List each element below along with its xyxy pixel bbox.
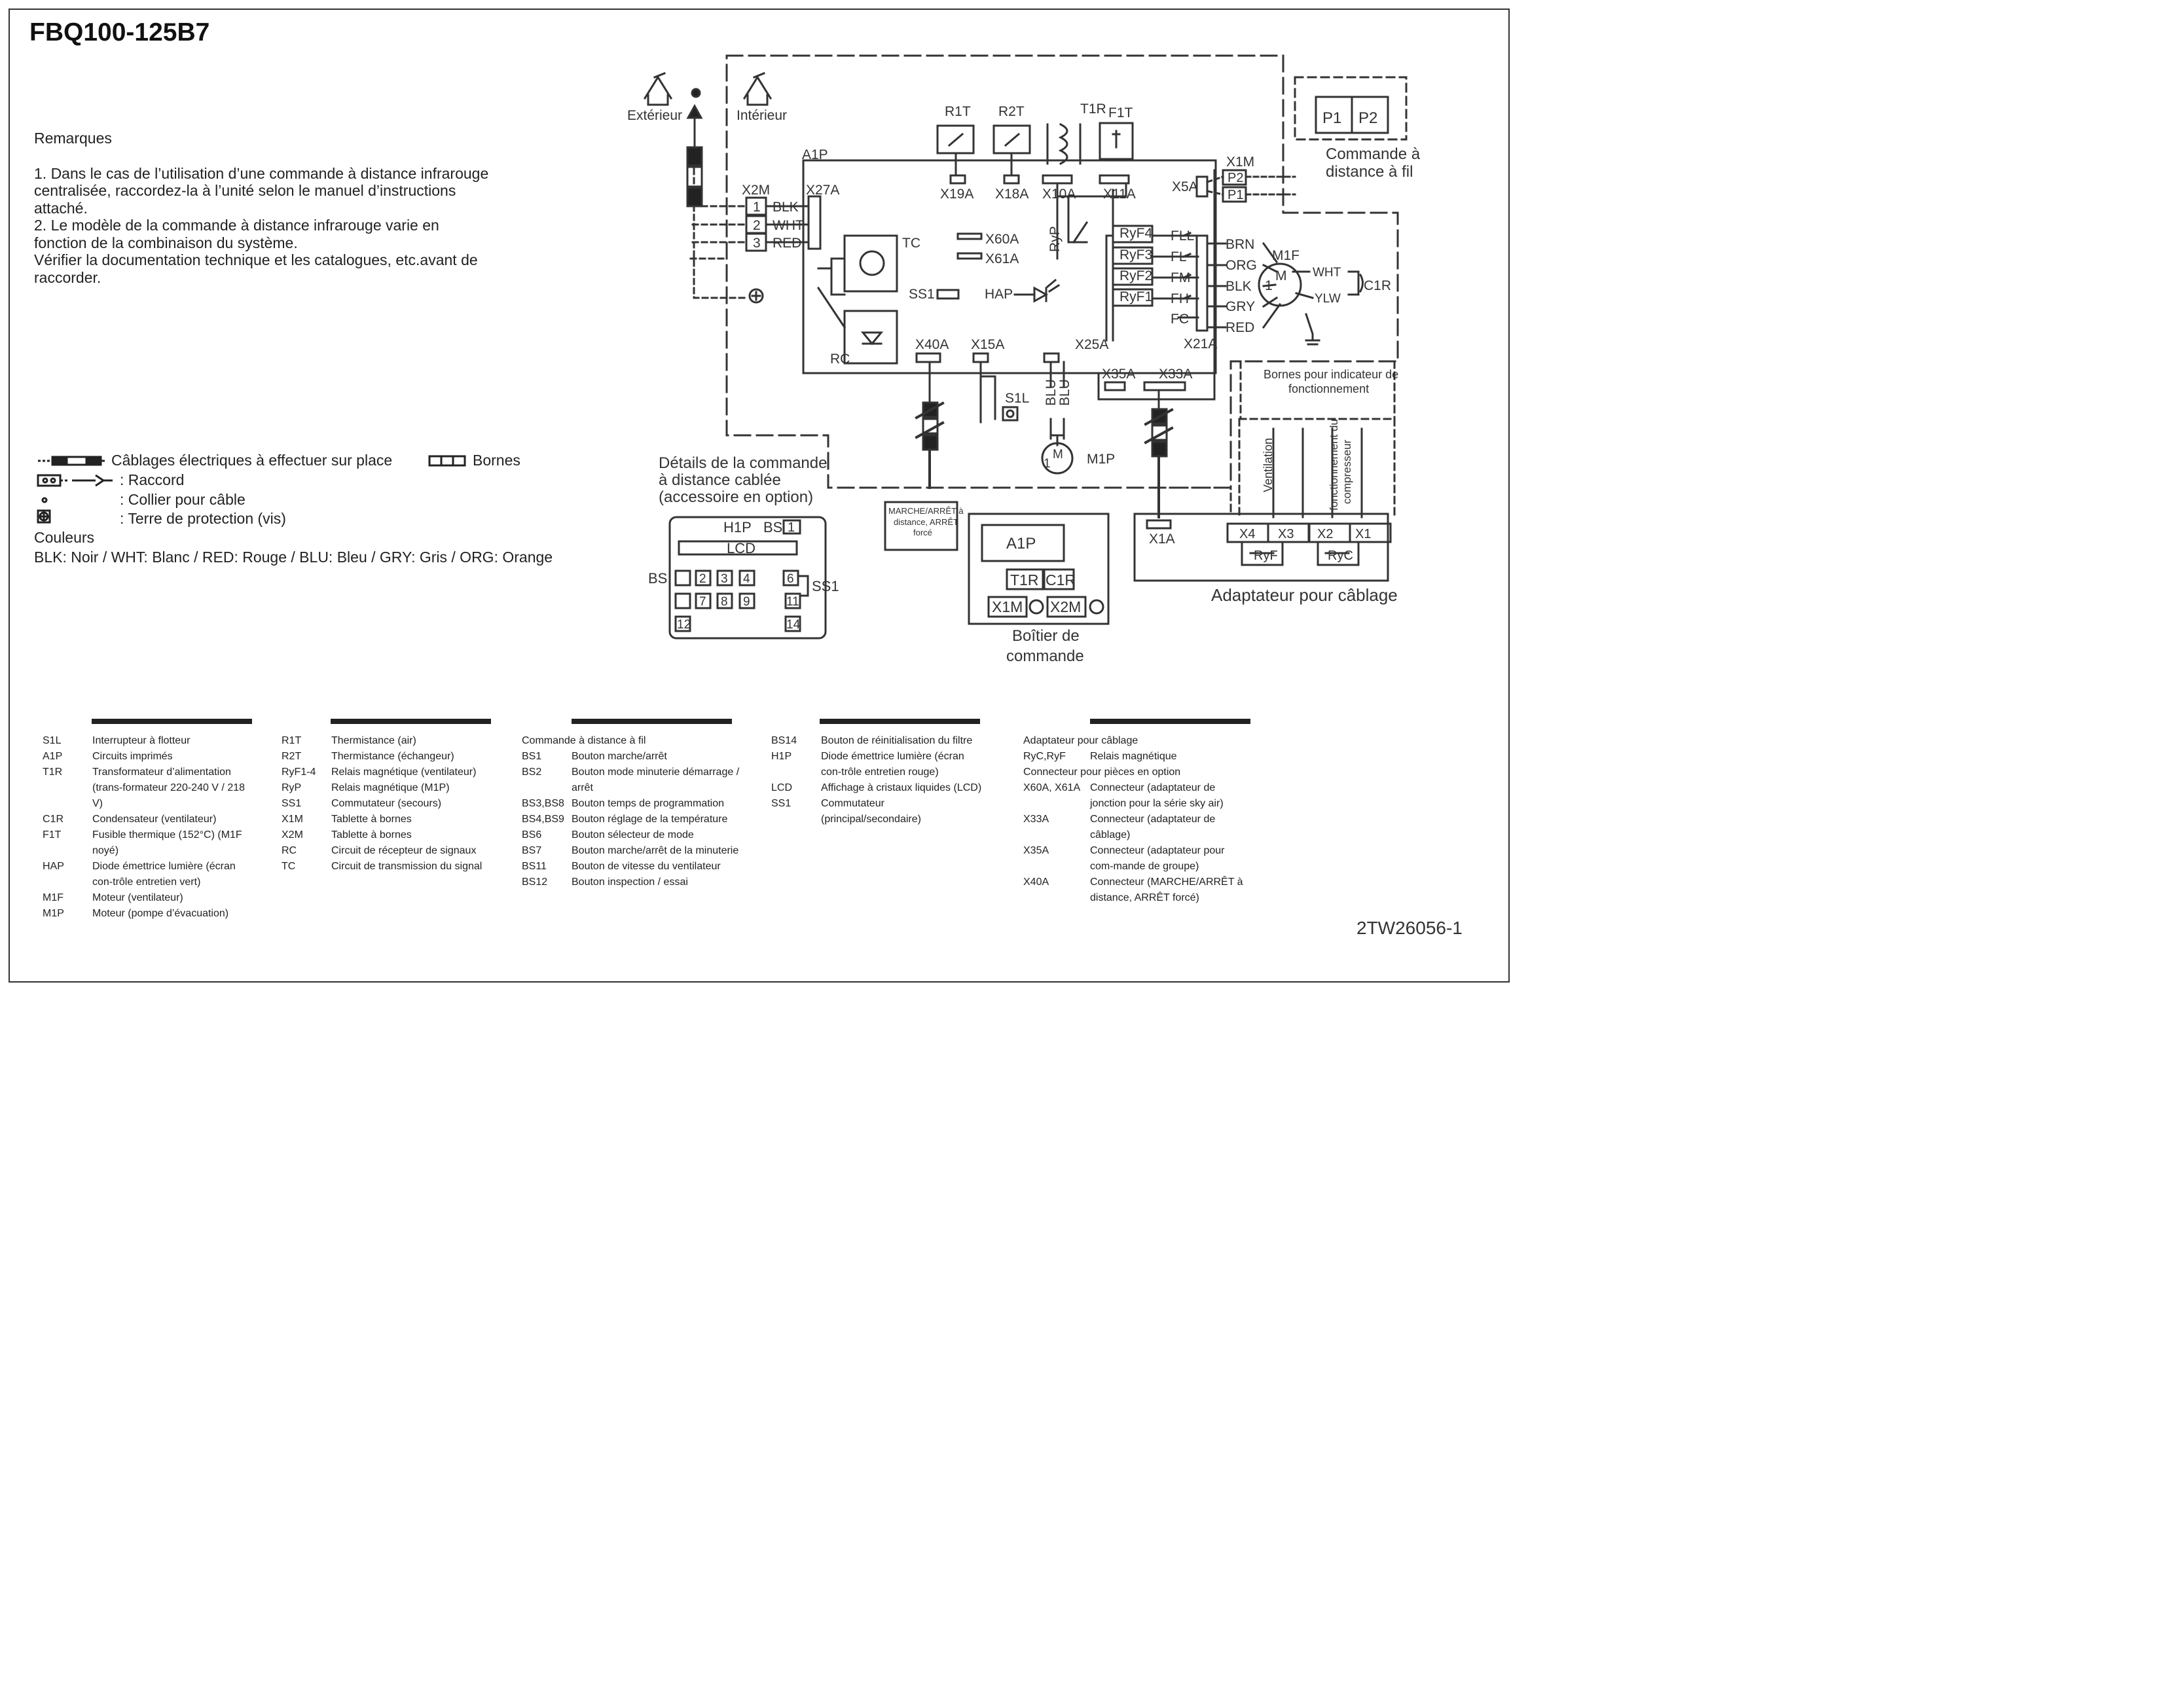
wire-wht-fan: WHT [1313,266,1341,280]
ss1-switch-label: SS1 [909,287,935,302]
colors-legend: BLK: Noir / WHT: Blanc / RED: Rouge / BLU: Bleu / GRY: Gris / ORG: Orange [34,549,553,566]
legend-desc: Circuit de transmission du signal [331,861,482,872]
ryf1-label: RyF1 [1119,289,1153,304]
legend-row [771,796,987,827]
lcd-label: LCD [727,540,756,556]
legend-desc: Bouton sélecteur de mode [572,829,694,840]
p2-terminal: P2 [1228,171,1244,185]
terminals-label: Bornes [473,452,520,469]
legend-desc: Commutateur (principal/secondaire) [821,798,921,825]
fm-label: FM [1171,270,1191,285]
remark-line: raccorder. [34,268,101,286]
legend-row [282,749,504,765]
x27a-label: X27A [806,183,840,198]
terminal-2: 2 [753,218,761,233]
fan-motor-1: 1 [1265,278,1273,293]
f1t-label: F1T [1108,105,1133,120]
remark-line: fonction de la combinaison du système. [34,234,298,251]
legend-desc: Bouton mode minuterie démarrage / arrêt [572,767,740,793]
adapter-x3: X3 [1278,527,1294,541]
key-12: 12 [677,618,691,632]
legend-desc: Moteur (ventilateur) [92,892,183,903]
x1a-label: X1A [1149,532,1175,547]
legend-col-1 [43,733,249,922]
adapter-ryc: RyC [1328,549,1353,563]
remote-p2: P2 [1358,109,1378,127]
legend-row [1023,780,1249,812]
key-9: 9 [743,595,750,609]
remote-p1: P1 [1322,109,1342,127]
legend-row [43,827,249,859]
legend-heading: Commande à distance à fil [522,735,646,746]
terminal-3: 3 [753,236,761,251]
legend-bar-1 [92,719,252,724]
legend-code: S1L [43,735,62,746]
ryf3-label: RyF3 [1119,247,1153,262]
fc-label: FC [1171,312,1189,327]
legend-code: BS12 [522,877,548,888]
adapter-ryf: RyF [1254,549,1278,563]
legend-code: LCD [771,782,793,793]
legend-code: SS1 [282,798,302,809]
box-a1p: A1P [1006,535,1036,552]
outdoor-label: Extérieur [627,108,683,123]
onoff-label-1: MARCHE/ARRÊT à [888,506,964,516]
legend-code: BS11 [522,861,547,872]
remote-details-2: à distance cablée [659,471,781,489]
rc-label: RC [830,352,850,367]
compressor-label-2: compresseur [1341,439,1353,504]
legend-desc: Relais magnétique (M1P) [331,782,450,793]
legend-desc: Moteur (pompe d’évacuation) [92,908,229,919]
legend-desc: Diode émettrice lumière (écran con-trôle entretien vert) [92,861,236,888]
legend-desc: Bouton réglage de la température [572,814,728,825]
indicator-label-2: fonctionnement [1288,382,1370,395]
legend-bar-3 [572,719,732,724]
legend-code: R1T [282,735,302,746]
legend-desc: Tablette à bornes [331,814,412,825]
legend-desc: Connecteur (adaptateur de câblage) [1090,814,1216,840]
legend-row [282,765,504,780]
pump-motor-m: M [1053,448,1063,461]
key-4: 4 [743,572,750,586]
legend-row [1023,749,1249,765]
box-x1m: X1M [992,598,1023,615]
legend-desc: Connecteur (adaptateur de jonction pour la série sky air) [1090,782,1224,809]
compressor-label-1: fonctionnement du [1328,419,1340,511]
key-2: 2 [699,572,706,586]
wired-remote-label-1: Commande à [1326,145,1421,163]
legend-code: A1P [43,751,63,762]
legend-row [522,875,741,890]
legend-code: BS3,BS8 [522,798,564,809]
legend-row [43,733,249,749]
tc-label: TC [902,236,920,251]
pump-motor-1: 1 [1044,457,1051,471]
r1t-label: R1T [945,104,971,119]
control-box-label-1: Boîtier de [1012,627,1080,645]
ss1-remote-label: SS1 [812,578,839,594]
ground-label: : Terre de protection (vis) [120,510,286,527]
legend-col-5 [1023,733,1249,906]
legend-desc: Bouton de vitesse du ventilateur [572,861,721,872]
a1p-label: A1P [802,147,828,162]
legend-row [43,749,249,765]
legend-row [282,859,504,875]
wire-ylw: YLW [1315,292,1341,306]
legend-code: RC [282,845,297,856]
legend-row [1023,843,1249,875]
legend-code: M1F [43,892,64,903]
legend-row [771,749,987,780]
legend-code: R2T [282,751,302,762]
wire-blk-fan: BLK [1226,279,1252,294]
onoff-label-3: forcé [913,528,932,537]
x35a-label: X35A [1102,367,1136,382]
key-11: 11 [786,595,799,609]
legend-desc: Thermistance (air) [331,735,416,746]
legend-bar-2 [331,719,491,724]
legend-row [771,733,987,749]
wire-org: ORG [1226,258,1257,273]
legend-code: RyC,RyF [1023,751,1066,762]
legend-desc: Bouton de réinitialisation du filtre [821,735,973,746]
legend-code: BS2 [522,767,542,778]
x1m-label: X1M [1226,154,1255,170]
x60a-label: X60A [985,232,1019,247]
legend-code: BS14 [771,735,797,746]
legend-desc: Circuit de récepteur de signaux [331,845,477,856]
clamp-label: : Collier pour câble [120,491,246,508]
x19a-label: X19A [940,187,974,202]
legend-desc: Connecteur (adaptateur pour com-mande de groupe) [1090,845,1225,872]
legend-row [43,906,249,922]
legend-bar-4 [820,719,980,724]
adapter-x2: X2 [1317,527,1334,541]
legend-col-4 [771,733,987,827]
colors-heading: Couleurs [34,529,95,546]
wire-red: RED [773,236,802,251]
legend-row [522,812,741,827]
legend-desc: Commutateur (secours) [331,798,442,809]
legend-row [43,765,249,812]
fll-label: FLL [1171,228,1195,244]
bs-label-side: BS [648,570,668,587]
key-6: 6 [787,572,794,586]
x5a-label: X5A [1172,179,1198,194]
legend-code: X1M [282,814,303,825]
x10a-label: X10A [1042,187,1076,202]
field-wiring-label: Câblages électriques à effectuer sur place [111,452,393,469]
x25a-label: X25A [1075,337,1109,352]
legend-code: RyF1-4 [282,767,316,778]
legend-code: BS1 [522,751,542,762]
legend-code: BS7 [522,845,542,856]
legend-desc: Affichage à cristaux liquides (LCD) [821,782,982,793]
terminal-1: 1 [753,200,761,215]
document-number: 2TW26056-1 [1356,918,1463,938]
key-8: 8 [721,595,728,609]
adapter-x4: X4 [1239,527,1256,541]
box-x2m: X2M [1050,598,1082,615]
box-t1r: T1R [1010,571,1039,588]
legend-desc: Bouton marche/arrêt de la minuterie [572,845,739,856]
legend-code: BS6 [522,829,542,840]
wire-blu-2: BLU [1057,379,1072,406]
legend-desc: Condensateur (ventilateur) [92,814,217,825]
indoor-label: Intérieur [737,108,788,123]
wire-wht: WHT [773,218,804,233]
legend-row [522,765,741,796]
fan-motor-m: M [1275,268,1287,283]
m1p-label: M1P [1087,452,1116,467]
legend-code: TC [282,861,296,872]
legend-row [282,827,504,843]
ryf2-label: RyF2 [1119,268,1153,283]
legend-col-3 [522,733,741,890]
legend-bar-5 [1090,719,1250,724]
x61a-label: X61A [985,251,1019,266]
legend-row [1023,812,1249,843]
legend-code: X60A, X61A [1023,782,1081,793]
legend-row [282,812,504,827]
remark-line: centralisée, raccordez-la à l’unité selon le manuel d’instructions [34,182,456,200]
legend-row [1023,875,1249,906]
legend-code: X35A [1023,845,1049,856]
legend-desc: Bouton inspection / essai [572,877,688,888]
legend-desc: Diode émettrice lumière (écran con-trôle entretien rouge) [821,751,964,778]
ryp-label: RyP [1047,226,1063,252]
legend-desc: Relais magnétique (ventilateur) [331,767,477,778]
legend-row [282,733,504,749]
legend-code: RyP [282,782,302,793]
legend-row [282,796,504,812]
legend-desc: Fusible thermique (152°C) (M1F noyé) [92,829,242,856]
remark-line: Vérifier la documentation technique et les catalogues, etc.avant de [34,251,478,269]
legend-code: BS4,BS9 [522,814,564,825]
x18a-label: X18A [995,187,1029,202]
remark-line: 1. Dans le cas de l’utilisation d’une commande à distance infrarouge [34,165,489,182]
hap-label: HAP [985,287,1013,302]
legend-desc: Thermistance (échangeur) [331,751,454,762]
connector-label: : Raccord [120,471,185,488]
wire-gry: GRY [1226,299,1256,314]
legend-desc: Tablette à bornes [331,829,412,840]
control-box-label-2: commande [1006,647,1084,665]
x11a-label: X11A [1103,187,1136,202]
m1f-label: M1F [1272,248,1300,263]
legend-row [771,780,987,796]
adapter-label: Adaptateur pour câblage [1211,585,1398,605]
legend-code: X40A [1023,877,1049,888]
fl-label: FL [1171,249,1187,264]
legend-code: T1R [43,767,63,778]
fh-label: FH [1171,291,1189,306]
legend-subheading: Connecteur pour pièces en option [1023,767,1181,778]
legend-desc: Transformateur d’alimentation (trans-formateur 220-240 V / 218 V) [92,767,246,809]
key-14: 14 [786,618,801,632]
h1p-label: H1P [723,519,752,535]
wired-remote-label-2: distance à fil [1326,163,1413,181]
remarks-heading: Remarques [34,130,112,147]
legend-desc: Connecteur (MARCHE/ARRÊT à distance, ARRÊT forcé) [1090,877,1243,903]
legend-row [522,859,741,875]
x21a-label: X21A [1184,336,1218,352]
legend-code: M1P [43,908,64,919]
s1l-label: S1L [1005,391,1030,406]
legend-code: F1T [43,829,62,840]
adapter-x1: X1 [1355,527,1372,541]
legend-desc: Interrupteur à flotteur [92,735,191,746]
legend-row [282,780,504,796]
legend-code: H1P [771,751,792,762]
legend-row [43,859,249,890]
legend-desc: Circuits imprimés [92,751,173,762]
page-title: FBQ100-125B7 [29,18,210,46]
legend-row [522,843,741,859]
legend-code: HAP [43,861,64,872]
ventilation-label: Ventilation [1262,437,1275,492]
remote-details-3: (accessoire en option) [659,488,814,506]
legend-row [522,796,741,812]
legend-desc: Bouton temps de programmation [572,798,725,809]
x15a-label: X15A [971,337,1005,352]
remark-line: attaché. [34,199,88,217]
legend-code: C1R [43,814,64,825]
remark-line: 2. Le modèle de la commande à distance infrarouge varie en [34,217,439,234]
legend-code: SS1 [771,798,792,809]
key-3: 3 [721,572,728,586]
wire-brn: BRN [1226,237,1255,252]
legend-row [522,827,741,843]
legend-row [43,890,249,906]
onoff-label-2: distance, ARRÊT [894,517,958,527]
x33a-label: X33A [1159,367,1193,382]
legend-desc: Relais magnétique [1090,751,1177,762]
wire-blu-1: BLU [1044,379,1059,406]
legend-row [282,843,504,859]
legend-heading: Adaptateur pour câblage [1023,735,1138,746]
legend-desc: Bouton marche/arrêt [572,751,667,762]
key-7: 7 [699,595,706,609]
legend-code: X33A [1023,814,1049,825]
r2t-label: R2T [998,104,1025,119]
legend-row [522,749,741,765]
box-c1r: C1R [1046,571,1076,588]
c1r-label: C1R [1364,278,1392,293]
x2m-label: X2M [742,183,771,198]
indicator-label-1: Bornes pour indicateur de [1264,368,1399,381]
wire-red-fan: RED [1226,320,1255,335]
legend-code: X2M [282,829,303,840]
bs1-key: 1 [788,520,795,535]
bs-label-top: BS [763,519,783,535]
legend-col-2 [282,733,504,875]
legend-row [43,812,249,827]
ryf4-label: RyF4 [1119,226,1153,241]
t1r-label: T1R [1080,101,1106,117]
remote-details-1: Détails de la commande [659,454,828,472]
wire-blk: BLK [773,200,799,215]
x40a-label: X40A [915,337,949,352]
p1-terminal: P1 [1228,188,1244,202]
